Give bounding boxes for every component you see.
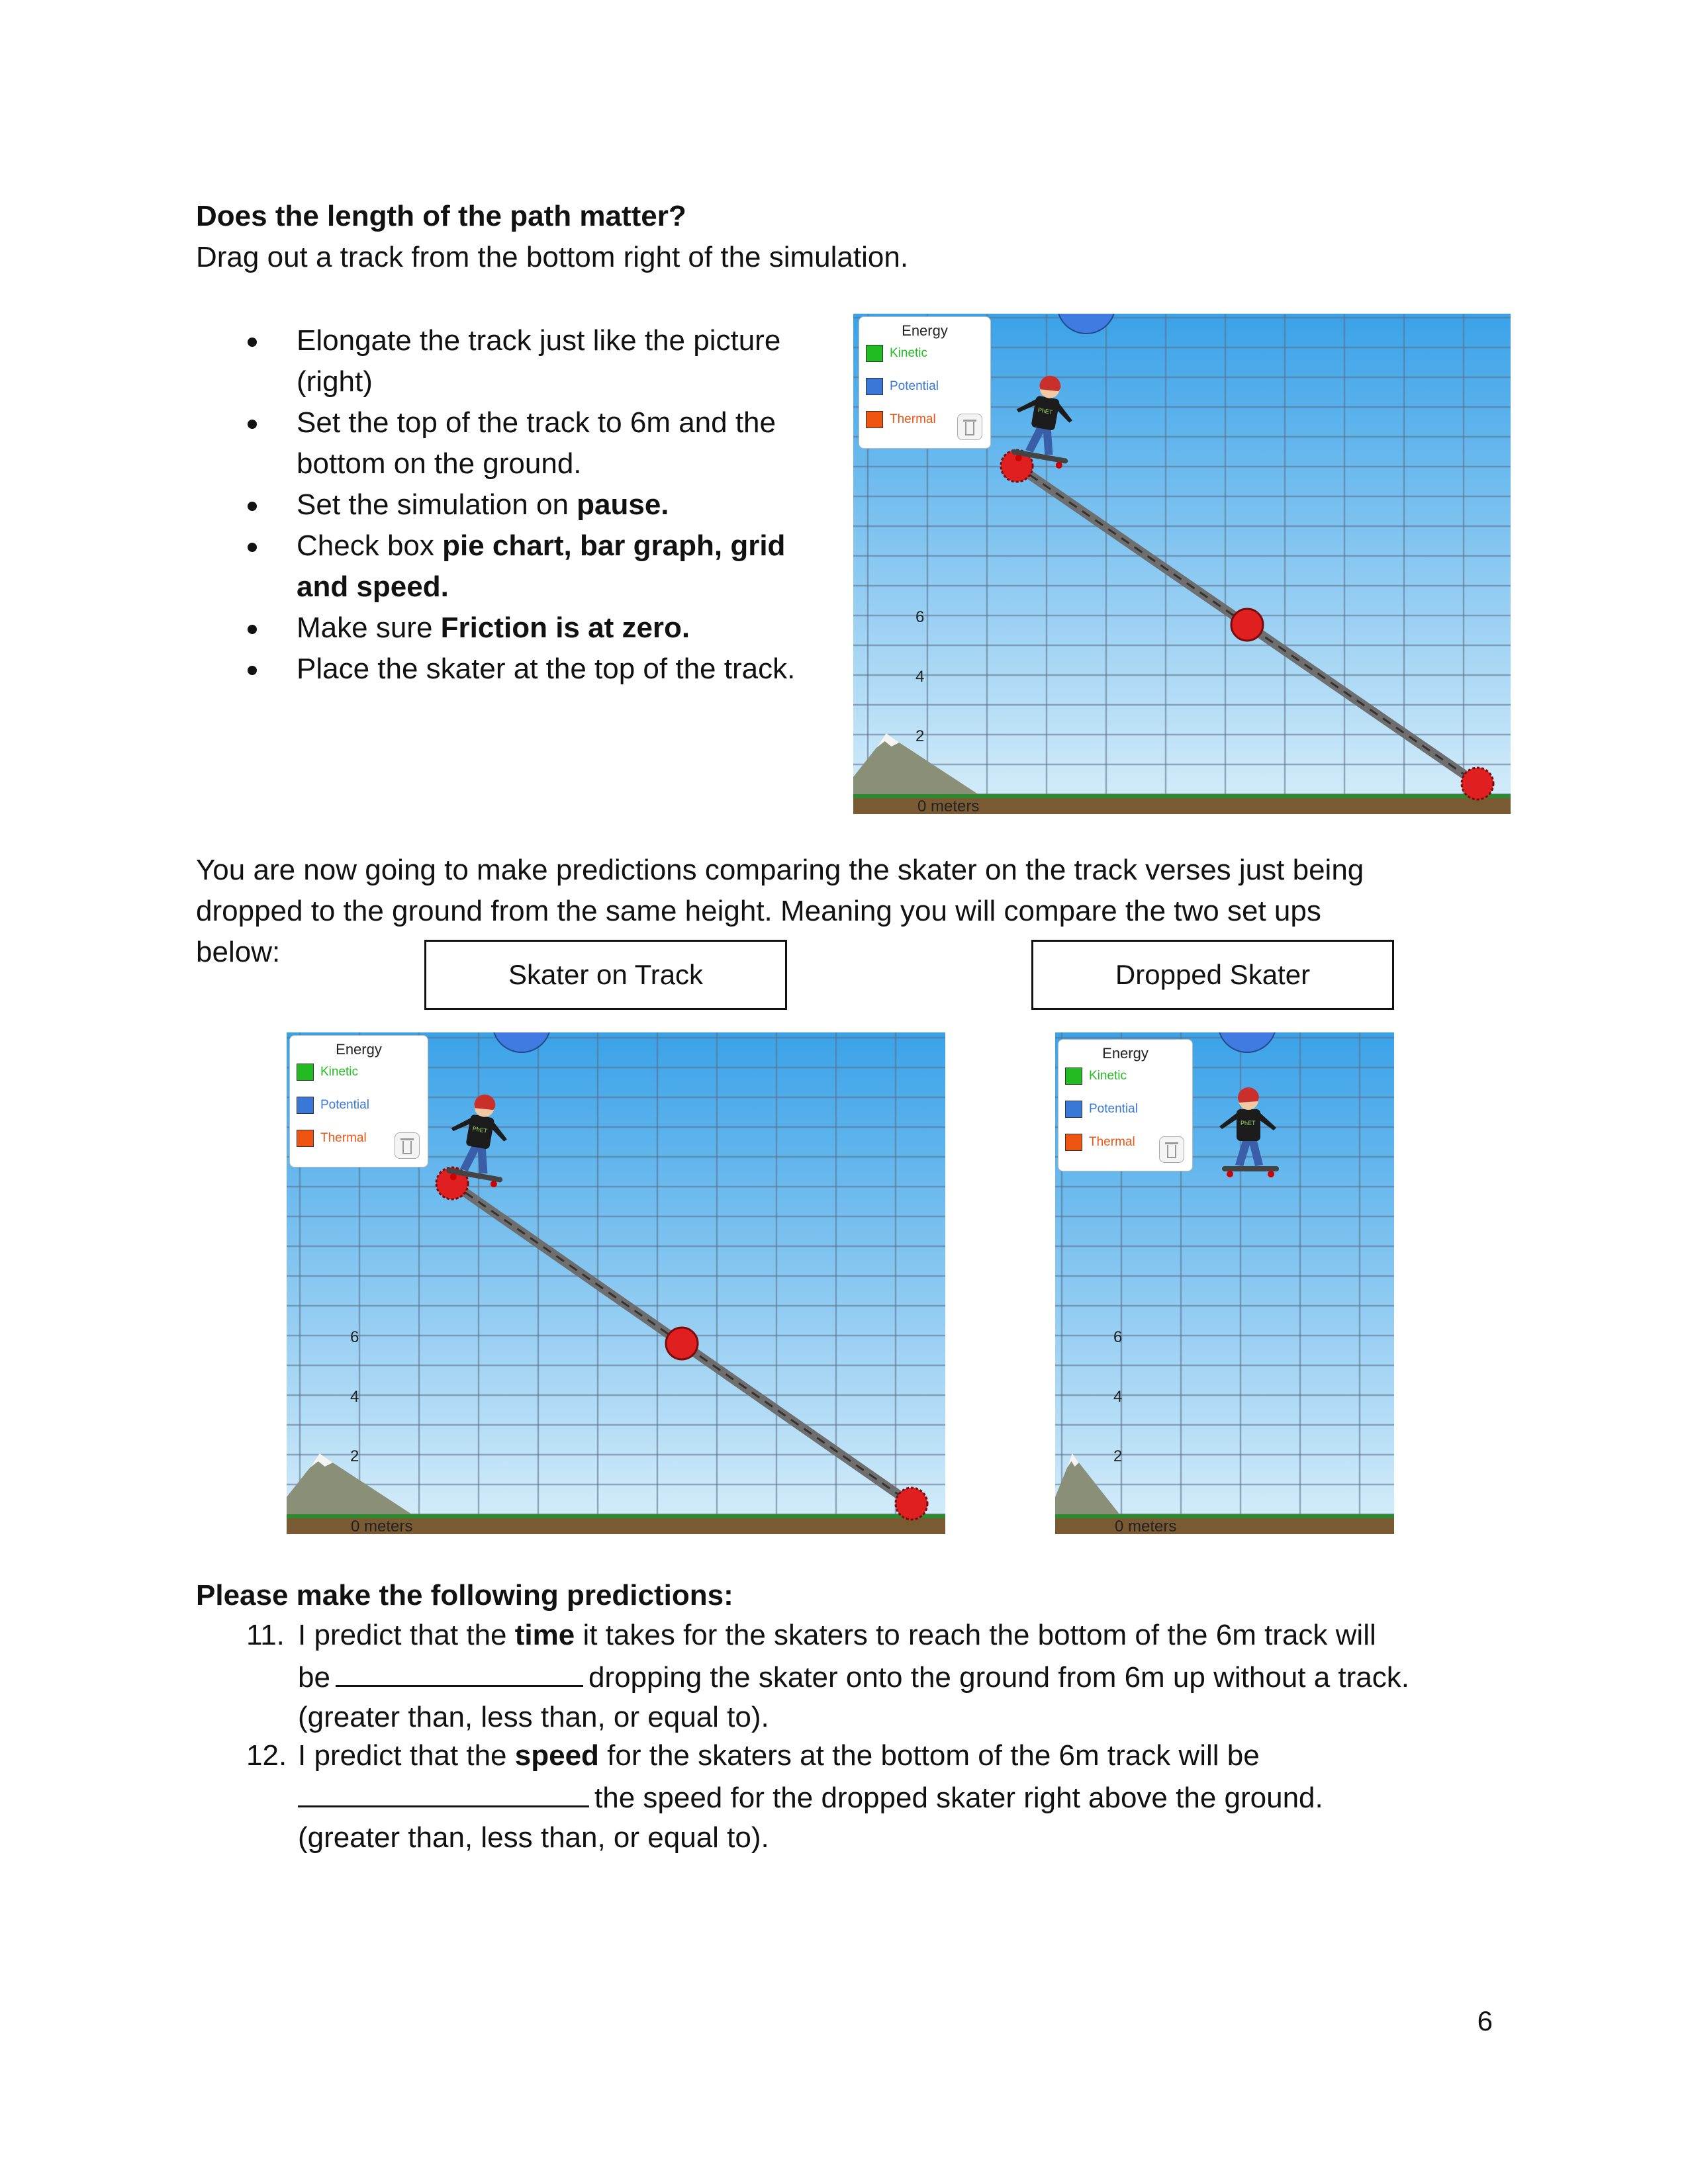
y-tick-label: 6 bbox=[915, 608, 925, 626]
page-number: 6 bbox=[1477, 2005, 1493, 2036]
track-control-point-middle bbox=[666, 1328, 698, 1359]
instruction-text: pie chart, bar graph, grid bbox=[442, 529, 786, 562]
grass-strip bbox=[1055, 1514, 1394, 1518]
legend-kinetic-swatch[interactable] bbox=[297, 1064, 314, 1081]
answer-blank-12[interactable] bbox=[298, 1776, 589, 1807]
y-tick-label: 4 bbox=[915, 668, 925, 686]
legend-thermal-swatch[interactable] bbox=[866, 411, 883, 428]
question-11-line-1: I predict that the time it takes for the skaters to reach the bottom of the 6m track will bbox=[298, 1619, 1376, 1651]
skater-on-track-label: Skater on Track bbox=[424, 940, 787, 1010]
legend-potential-label: Potential bbox=[1089, 1102, 1138, 1116]
dropped-skater-label: Dropped Skater bbox=[1031, 940, 1394, 1010]
instruction-text: Set the top of the track to 6m and the bbox=[297, 406, 776, 439]
instruction-text: pause. bbox=[577, 488, 669, 521]
legend-kinetic-swatch[interactable] bbox=[1065, 1068, 1082, 1085]
keyword-speed: speed bbox=[514, 1739, 599, 1772]
instruction-text: Place the skater at the top of the track. bbox=[297, 653, 796, 685]
trash-icon[interactable] bbox=[395, 1132, 420, 1159]
y-tick-label: 4 bbox=[1113, 1388, 1123, 1406]
instruction-text: Elongate the track just like the picture bbox=[297, 324, 781, 357]
instruction-text: bottom on the ground. bbox=[297, 447, 582, 480]
legend-thermal-label: Thermal bbox=[890, 412, 936, 426]
keyword-time: time bbox=[514, 1619, 575, 1651]
instruction-list bbox=[245, 320, 795, 690]
legend-kinetic-label: Kinetic bbox=[890, 346, 928, 360]
track-control-point-bottom bbox=[1462, 768, 1493, 799]
section-heading: Does the length of the path matter? bbox=[196, 200, 686, 232]
y-tick-label: 2 bbox=[915, 727, 925, 745]
simulation-track-top bbox=[853, 314, 1511, 814]
legend-thermal-label: Thermal bbox=[320, 1131, 367, 1145]
legend-kinetic-label: Kinetic bbox=[320, 1065, 359, 1079]
instruction-text: and speed. bbox=[297, 570, 449, 603]
track-control-point-middle bbox=[1231, 609, 1263, 641]
legend-potential-label: Potential bbox=[320, 1098, 369, 1112]
question-12 bbox=[246, 1735, 1504, 1861]
y-tick-label: 2 bbox=[1113, 1447, 1123, 1465]
question-11-line-3: (greater than, less than, or equal to). bbox=[298, 1701, 769, 1733]
legend-potential-swatch[interactable] bbox=[866, 378, 883, 395]
answer-blank-11[interactable] bbox=[336, 1656, 583, 1687]
instruction-item bbox=[245, 608, 795, 649]
comparison-line-1: You are now going to make predictions comparing the skater on the track verses just being bbox=[196, 854, 1364, 886]
question-12-line-1: I predict that the speed for the skaters at the bottom of the 6m track will be bbox=[298, 1739, 1260, 1772]
svg-text:PhET: PhET bbox=[1241, 1120, 1256, 1126]
energy-legend bbox=[289, 1035, 428, 1167]
ground-label: 0 meters bbox=[1115, 1518, 1177, 1534]
y-tick-label: 2 bbox=[350, 1447, 359, 1465]
question-11 bbox=[246, 1615, 1504, 1741]
intro-text: Drag out a track from the bottom right of the simulation. bbox=[196, 241, 909, 273]
trash-icon[interactable] bbox=[957, 414, 982, 440]
legend-kinetic-label: Kinetic bbox=[1089, 1069, 1127, 1083]
instruction-text: Friction is at zero. bbox=[440, 612, 690, 644]
question-11-line-2: be dropping the skater onto the ground from 6m up without a track. bbox=[298, 1656, 1409, 1698]
y-tick-label: 6 bbox=[1113, 1328, 1123, 1346]
svg-text:PhET: PhET bbox=[472, 1125, 488, 1134]
simulation-dropped-skater bbox=[1055, 1032, 1394, 1534]
instruction-item bbox=[245, 649, 795, 690]
legend-title: Energy bbox=[1102, 1045, 1149, 1062]
comparison-line-2: dropped to the ground from the same height. Meaning you will compare the two set ups bbox=[196, 895, 1321, 927]
question-11-number: 11. bbox=[246, 1619, 285, 1651]
instruction-item bbox=[245, 484, 795, 525]
svg-text:PhET: PhET bbox=[1037, 406, 1053, 416]
legend-kinetic-swatch[interactable] bbox=[866, 345, 883, 362]
energy-legend bbox=[859, 316, 991, 449]
ground bbox=[1055, 1518, 1394, 1534]
instruction-text: Make sure bbox=[297, 612, 441, 644]
instruction-item bbox=[245, 525, 795, 608]
question-12-line-2: the speed for the dropped skater right above the ground. bbox=[298, 1776, 1323, 1819]
y-tick-label: 4 bbox=[350, 1388, 359, 1406]
legend-potential-swatch[interactable] bbox=[1065, 1101, 1082, 1118]
ground-label: 0 meters bbox=[351, 1518, 413, 1534]
question-12-line-3: (greater than, less than, or equal to). bbox=[298, 1821, 769, 1854]
y-tick-label: 6 bbox=[350, 1328, 359, 1346]
legend-potential-swatch[interactable] bbox=[297, 1097, 314, 1114]
legend-title: Energy bbox=[336, 1041, 382, 1058]
track-control-point-bottom bbox=[896, 1488, 927, 1520]
instruction-text: (right) bbox=[297, 365, 373, 398]
comparison-line-3: below: bbox=[196, 936, 281, 968]
legend-thermal-swatch[interactable] bbox=[297, 1130, 314, 1147]
ground-label: 0 meters bbox=[917, 797, 980, 814]
instruction-item bbox=[245, 320, 795, 402]
instruction-text: Check box bbox=[297, 529, 443, 562]
energy-legend bbox=[1058, 1039, 1193, 1171]
legend-potential-label: Potential bbox=[890, 379, 939, 393]
instruction-text: Set the simulation on bbox=[297, 488, 577, 521]
simulation-skater-on-track bbox=[287, 1032, 945, 1534]
legend-title: Energy bbox=[902, 322, 948, 339]
legend-thermal-swatch[interactable] bbox=[1065, 1134, 1082, 1151]
legend-thermal-label: Thermal bbox=[1089, 1135, 1135, 1149]
trash-icon[interactable] bbox=[1159, 1136, 1184, 1163]
predictions-heading: Please make the following predictions: bbox=[196, 1579, 733, 1612]
instruction-item bbox=[245, 402, 795, 484]
question-12-number: 12. bbox=[246, 1739, 287, 1772]
